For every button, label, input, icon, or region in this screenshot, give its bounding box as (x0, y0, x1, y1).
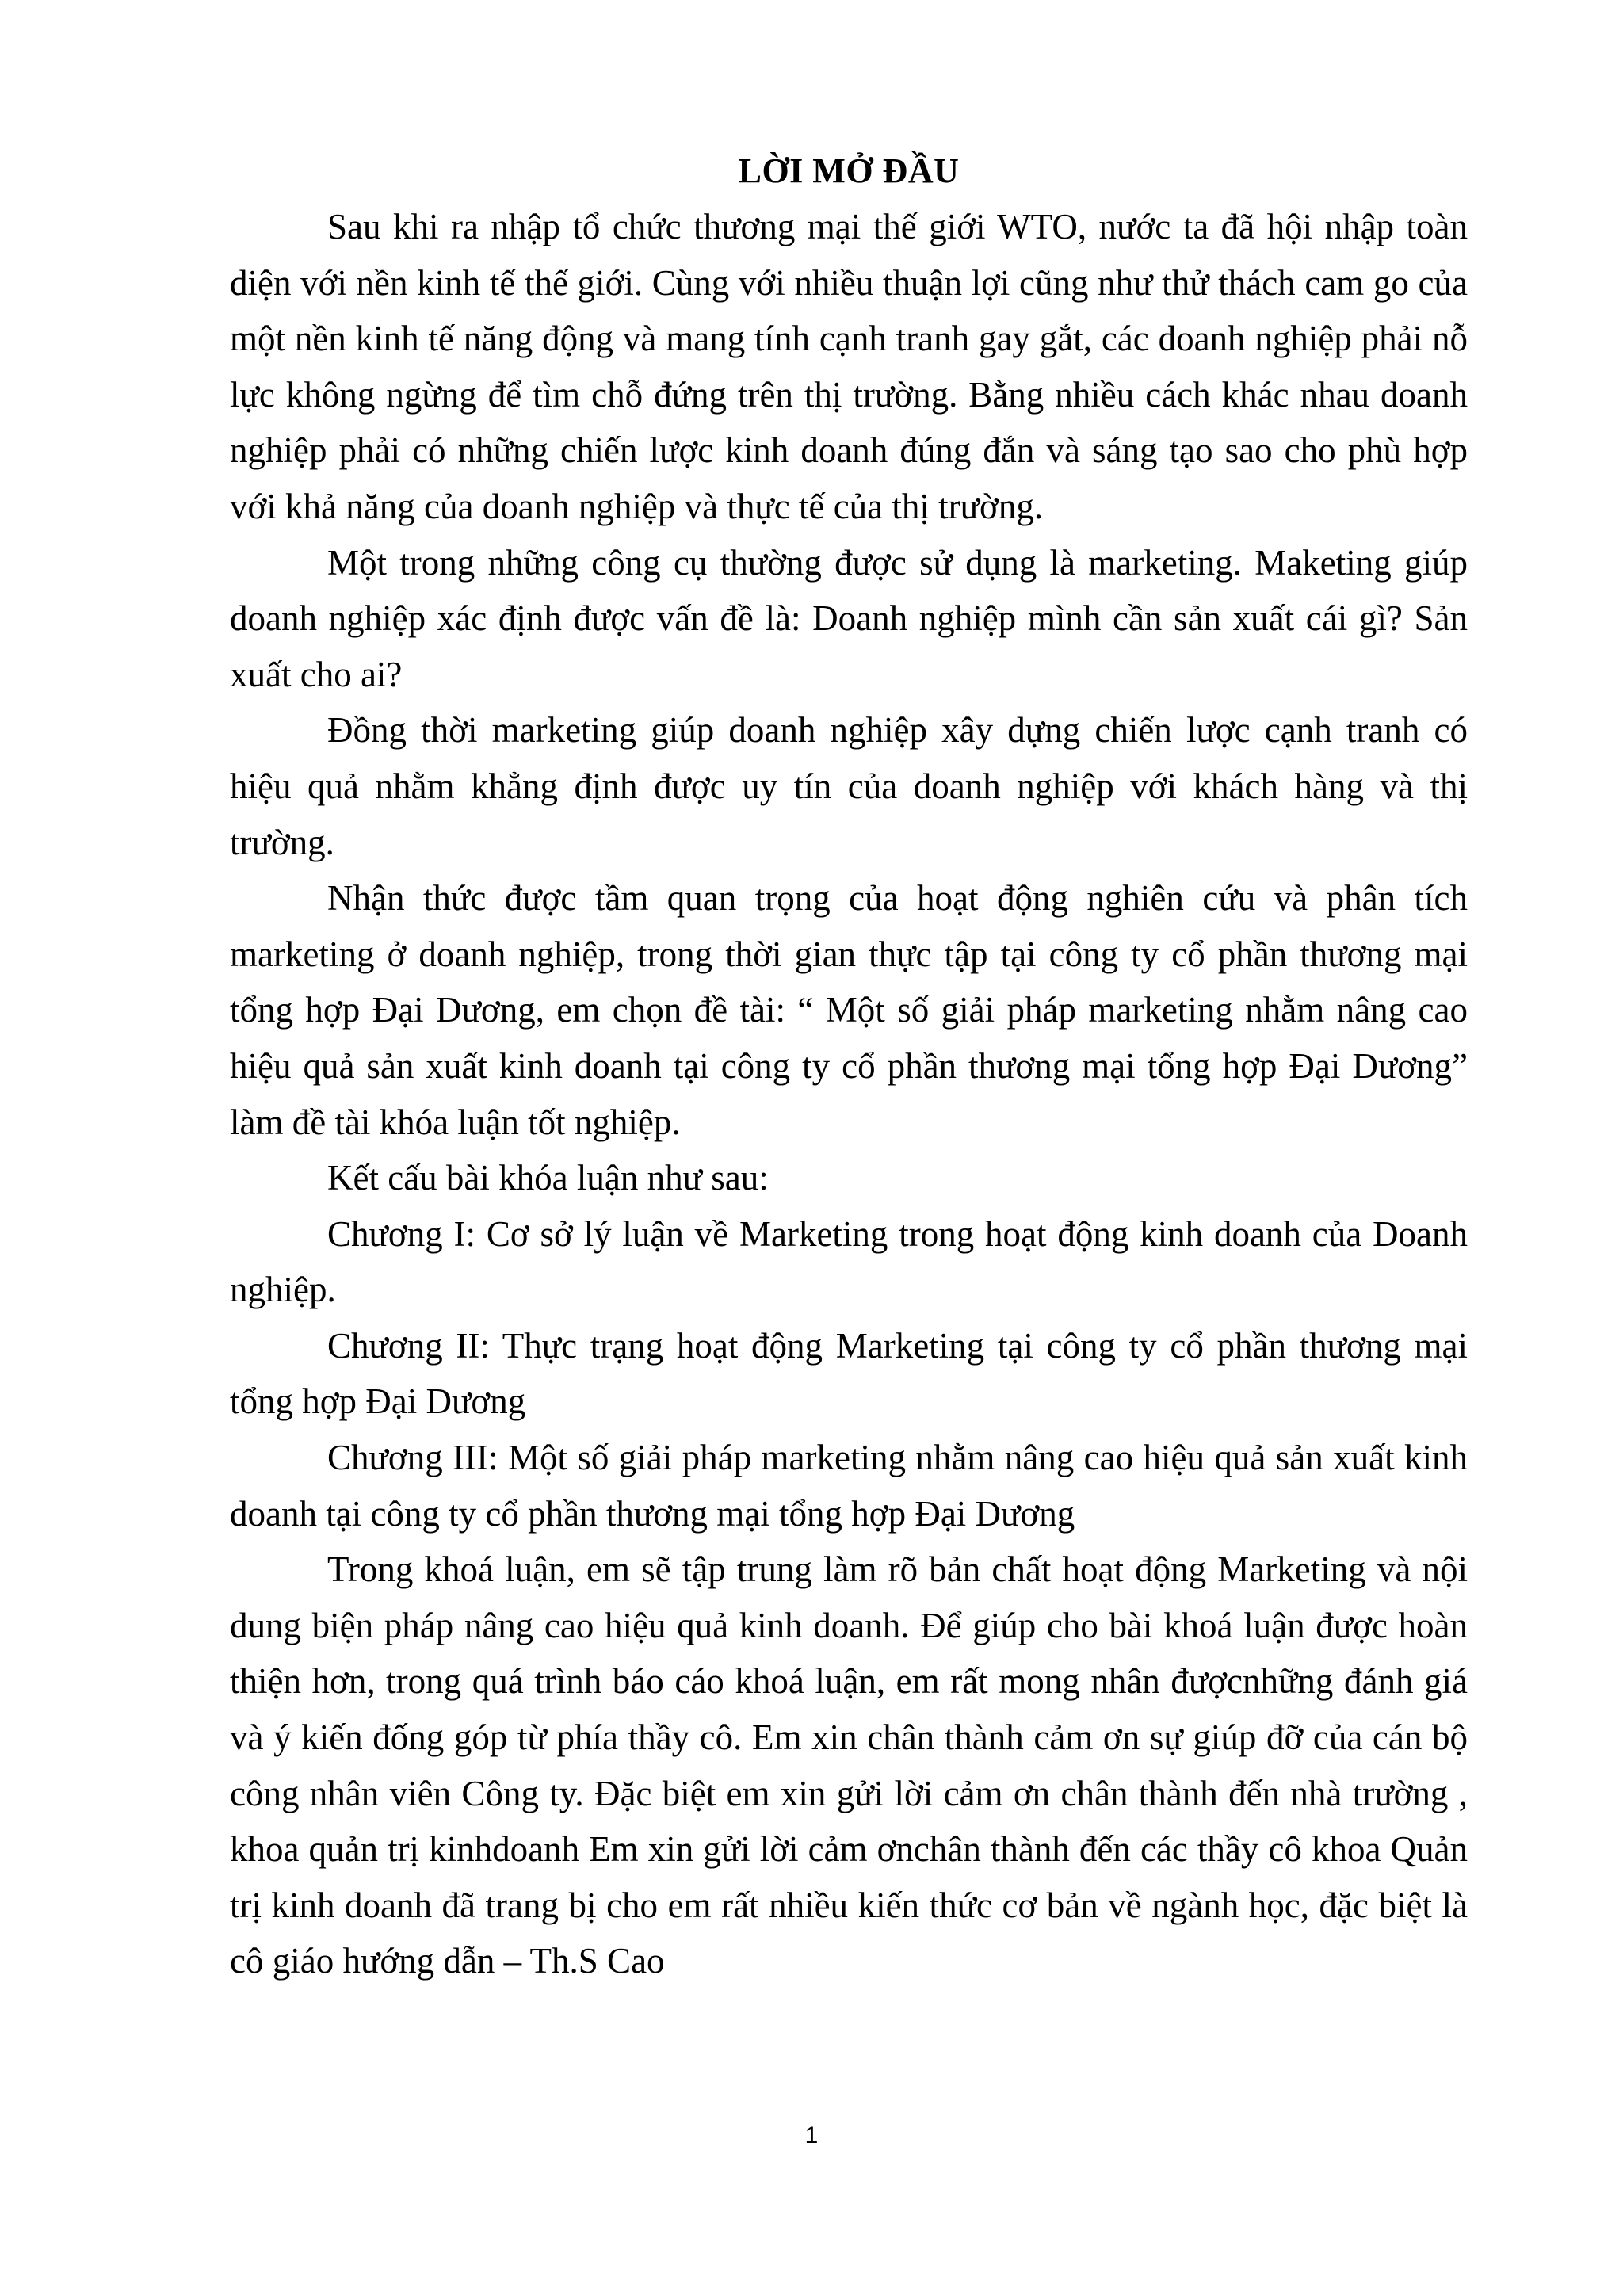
paragraph-chapter-1: Chương I: Cơ sở lý luận về Marketing trong hoạt động kinh doanh của Doanh nghiệp. (230, 1213, 1468, 1310)
paragraph-chapter-3: Chương III: Một số giải pháp marketing nhằm nâng cao hiệu quả sản xuất kinh doanh tại công ty cổ phần thương mại tổng hợp Đại Dương (230, 1438, 1468, 1534)
page-title: LỜI MỞ ĐẦU (738, 151, 960, 190)
paragraph-acknowledgement: Trong khoá luận, em sẽ tập trung làm rõ bản chất hoạt động Marketing và nội dung biện pháp nâng cao hiệu quả kinh doanh. Để giúp cho bài khoá luận được hoàn thiện hơn, trong quá trình báo cáo khoá luận, em rất mong nhân đượcnhững đánh giá và ý kiến đống góp từ phía thầy cô. Em xin chân thành cảm ơn sự giúp đỡ của cán bộ công nhân viên Công ty. Đặc biệt em xin gửi lời cảm ơn chân thành đến nhà trường , khoa quản trị kinhdoanh Em xin gửi lời cảm ơnchân thành đến các thầy cô khoa Quản trị kinh doanh đã trang bị cho em rất nhiều kiến thức cơ bản về ngành học, đặc biệt là cô giáo hướng dẫn – Th.S Cao (230, 1549, 1468, 1981)
paragraph-competition: Đồng thời marketing giúp doanh nghiệp xây dựng chiến lược cạnh tranh có hiệu quả nhằm khẳng định được uy tín của doanh nghiệp với khách hàng và thị trường. (230, 710, 1468, 862)
paragraph-marketing-tool: Một trong những công cụ thường được sử dụng là marketing. Maketing giúp doanh nghiệp xác định được vấn đề là: Doanh nghiệp mình cần sản xuất cái gì? Sản xuất cho ai? (230, 542, 1468, 694)
paragraph-topic: Nhận thức được tầm quan trọng của hoạt động nghiên cứu và phân tích marketing ở doanh nghiệp, trong thời gian thực tập tại công ty cổ phần thương mại tổng hợp Đại Dương, em chọn đề tài: “ Một số giải pháp marketing nhằm nâng cao hiệu quả sản xuất kinh doanh tại công ty cổ phần thương mại tổng hợp Đại Dương” làm đề tài khóa luận tốt nghiệp. (230, 878, 1468, 1142)
paragraph-chapter-2: Chương II: Thực trạng hoạt động Marketing tại công ty cổ phần thương mại tổng hợp Đại Dương (230, 1325, 1468, 1422)
document-page (230, 143, 1468, 1989)
paragraph-structure: Kết cấu bài khóa luận như sau: (327, 1158, 769, 1198)
page-number: 1 (804, 2122, 819, 2149)
paragraph-intro: Sau khi ra nhập tổ chức thương mại thế giới WTO, nước ta đã hội nhập toàn diện với nền kinh tế thế giới. Cùng với nhiều thuận lợi cũng như thử thách cam go của một nền kinh tế năng động và mang tính cạnh tranh gay gắt, các doanh nghiệp phải nỗ lực không ngừng để tìm chỗ đứng trên thị trường. Bằng nhiều cách khác nhau doanh nghiệp phải có những chiến lược kinh doanh đúng đắn và sáng tạo sao cho phù hợp với khả năng của doanh nghiệp và thực tế của thị trường. (230, 207, 1468, 526)
